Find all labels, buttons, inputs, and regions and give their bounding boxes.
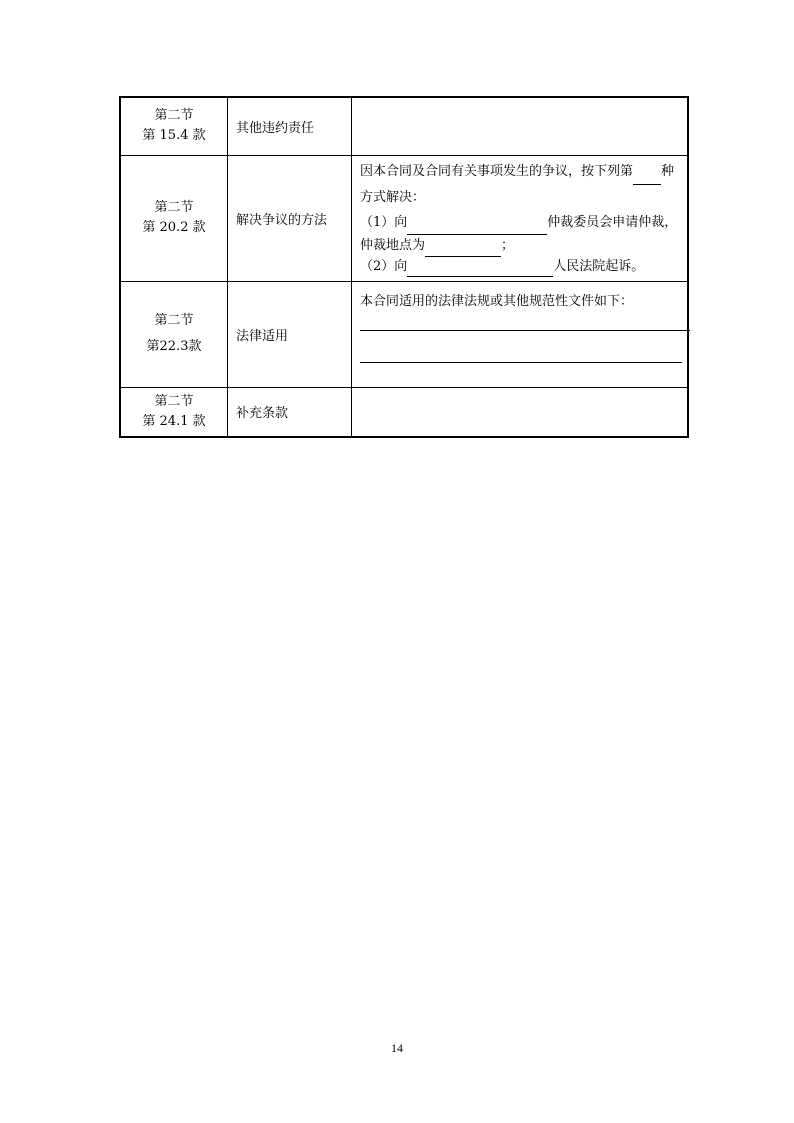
content-cell [352, 155, 689, 281]
contract-terms-table [119, 96, 689, 438]
section-label: 第二节 [154, 393, 194, 409]
court-name-blank[interactable] [407, 258, 553, 277]
table-row [120, 97, 688, 155]
dispute-text: 因本合同及合同有关事项发生的争议，按下列第 [360, 164, 634, 179]
method-number-blank[interactable] [633, 166, 661, 185]
clause-title: 法律适用 [228, 281, 352, 387]
table-row [120, 155, 688, 281]
section-label: 第二节 [154, 313, 194, 328]
law-entry-line[interactable] [360, 329, 690, 331]
dispute-text: 方式解决： [360, 190, 426, 205]
option-label: （2）向 [360, 259, 408, 274]
content-cell [352, 281, 689, 387]
clause-ref-cell [120, 155, 228, 281]
clause-label: 第 24.1 款 [142, 413, 206, 429]
dispute-text: 仲裁地点为 [360, 238, 426, 253]
section-label: 第二节 [154, 108, 194, 124]
clause-ref-cell [120, 97, 228, 155]
clause-title: 补充条款 [228, 387, 352, 437]
clause-title: 其他违约责任 [228, 97, 352, 155]
arbitration-place-blank[interactable] [425, 238, 501, 257]
page-number: 14 [391, 1041, 403, 1055]
content-cell[interactable] [352, 97, 689, 155]
dispute-text: ； [501, 238, 515, 253]
clause-label: 第22.3款 [146, 339, 202, 354]
content-cell[interactable] [352, 387, 689, 437]
applicable-law-text: 本合同适用的法律法规或其他规范性文件如下： [360, 293, 634, 309]
clause-label: 第 15.4 款 [142, 128, 206, 144]
law-entry-line[interactable] [360, 361, 682, 363]
section-label: 第二节 [154, 200, 194, 215]
table-row [120, 281, 688, 387]
clause-title: 解决争议的方法 [228, 155, 352, 281]
dispute-text: 人民法院起诉。 [553, 259, 645, 274]
clause-label: 第 20.2 款 [142, 220, 206, 235]
clause-ref-cell [120, 387, 228, 437]
option-label: （1）向 [360, 215, 408, 230]
clause-ref-cell [120, 281, 228, 387]
dispute-text: 仲裁委员会申请仲裁， [547, 215, 678, 230]
table-row [120, 387, 688, 437]
dispute-text: 种 [661, 164, 675, 179]
arbitration-commission-blank[interactable] [407, 216, 547, 235]
